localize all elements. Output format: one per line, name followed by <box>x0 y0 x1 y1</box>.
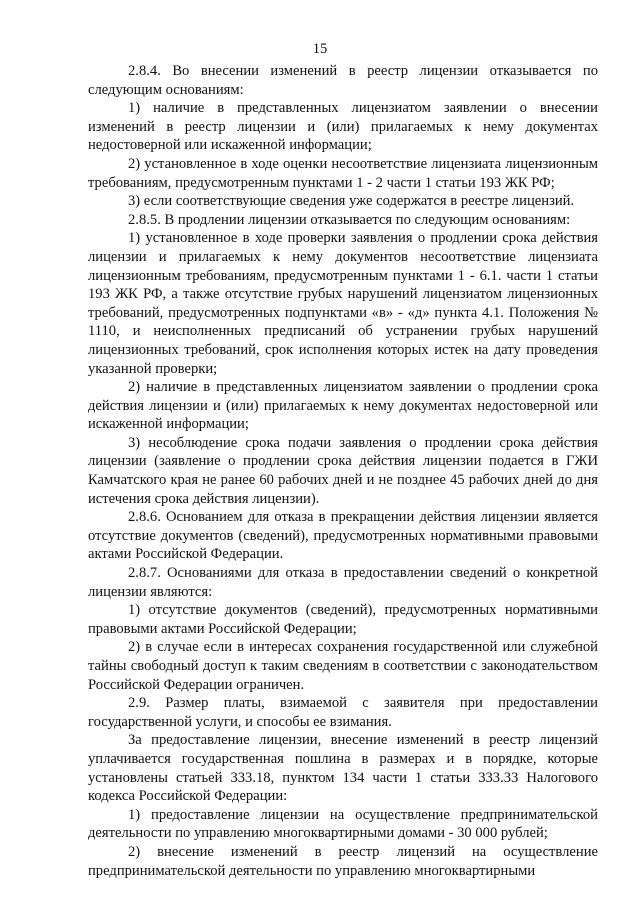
paragraph-2-8-7-item-2: 2) в случае если в интересах сохранения государственной или служебной тайны свободный доступ к таким сведениям в соответствии с законодательством Российской Федерации ограничен. <box>88 639 598 693</box>
paragraph-2-8-7: 2.8.7. Основаниями для отказа в предоставлении сведений о конкретной лицензии являются: <box>88 565 598 600</box>
paragraph-2-8-4: 2.8.4. Во внесении изменений в реестр лицензии отказывается по следующим основаниям: <box>88 63 598 98</box>
paragraph-2-8-6: 2.8.6. Основанием для отказа в прекращении действия лицензии является отсутствие документов (сведений), предусмотренных нормативными правовыми актами Российской Федерации. <box>88 509 598 563</box>
paragraph-2-8-5: 2.8.5. В продлении лицензии отказывается по следующим основаниям: <box>128 211 571 228</box>
paragraph-2-8-5-item-2: 2) наличие в представленных лицензиатом заявлении о продлении срока действия лицензии и (или) прилагаемых к нему документах недостоверной или искаженной информации; <box>88 379 598 433</box>
document-body <box>88 62 598 880</box>
paragraph-2-8-4-item-3: 3) если соответствующие сведения уже содержатся в реестре лицензий. <box>128 193 575 210</box>
paragraph-2-8-4-item-1: 1) наличие в представленных лицензиатом заявлении о внесении изменений в реестр лицензии и (или) прилагаемых к нему документах недостоверной или искаженной информации; <box>88 100 598 154</box>
paragraph-fee-item-2: 2) внесение изменений в реестр лицензий на осуществление предпринимательской деятельности по управлению многоквартирными <box>88 843 598 879</box>
paragraph-2-8-4-item-2: 2) установленное в ходе оценки несоответствие лицензиата лицензионным требованиям, предусмотренным пунктами 1 - 2 части 1 статьи 193 ЖК РФ; <box>88 155 598 191</box>
paragraph-2-8-5-item-3: 3) несоблюдение срока подачи заявления о продлении срока действия лицензии (заявление о продлении срока действия лицензии подается в ГЖИ Камчатского края не ранее 60 рабочих дней и не позднее 45 рабочих дней до дня истечения срока действия лицензии). <box>88 434 598 507</box>
paragraph-2-9: 2.9. Размер платы, взимаемой с заявителя при предоставлении государственной услуги, и способы ее взимания. <box>88 695 598 730</box>
paragraph-state-fee: За предоставление лицензии, внесение изменений в реестр лицензий уплачивается государственная пошлина в размерах и в порядке, которые установлены статьей 333.18, пунктом 134 части 1 статьи 333.33 Налогового кодекса Российской Федерации: <box>88 732 598 805</box>
page-number: 15 <box>312 41 328 57</box>
paragraph-2-8-7-item-1: 1) отсутствие документов (сведений), предусмотренных нормативными правовыми актами Российской Федерации; <box>88 602 598 637</box>
paragraph-fee-item-1: 1) предоставление лицензии на осуществление предпринимательской деятельности по управлению многоквартирными домами - 30 000 рублей; <box>88 806 598 842</box>
paragraph-2-8-5-item-1: 1) установленное в ходе проверки заявления о продлении срока действия лицензии и прилагаемых к нему документов несоответствие лицензиата лицензионным требованиям, предусмотренным пунктами 1 - 6.1. части 1 статьи 193 ЖК РФ, а также отсутствие грубых нарушений лицензиатом лицензионных требований, предусмотренных подпунктами «в» - «д» пункта 4.1. Положения № 1110, и неисполненных предписаний об устранении грубых нарушений лицензионных требований, срок исполнения которых истек на дату проведения указанной проверки; <box>88 230 598 377</box>
